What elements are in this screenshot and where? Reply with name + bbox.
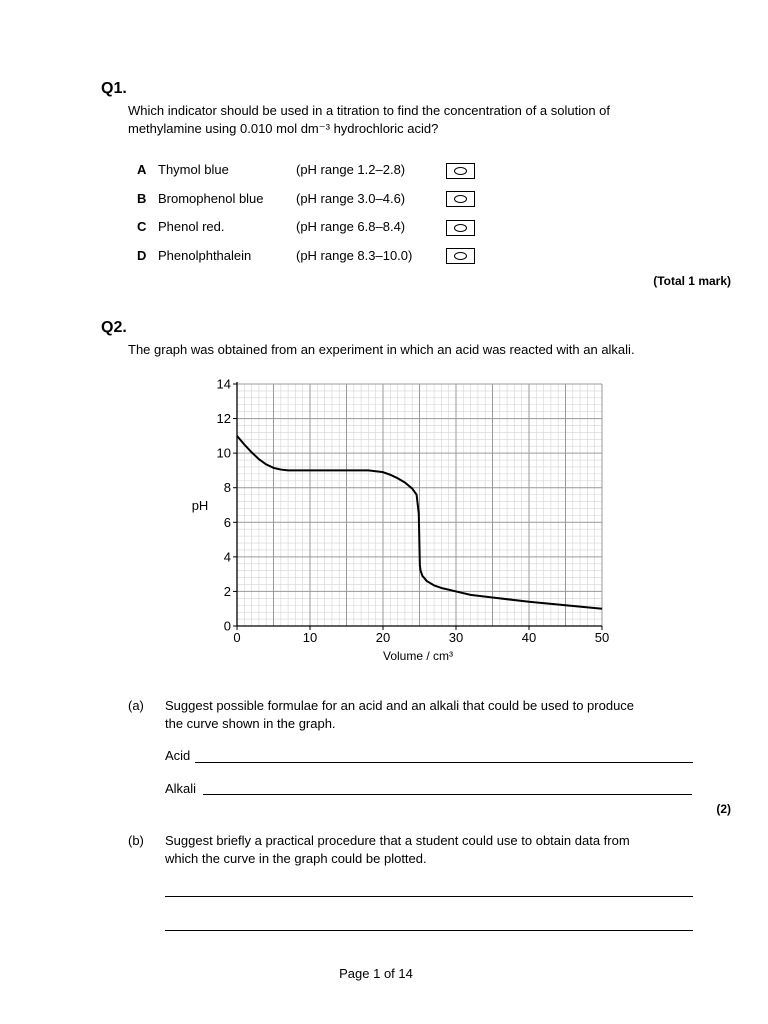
option-c-bubble: [454, 224, 467, 232]
part-a-label: (a): [128, 698, 144, 713]
q1-number: Q1.: [101, 80, 127, 97]
option-b-answer-box[interactable]: [446, 191, 475, 207]
option-d-range: (pH range 8.3–10.0): [296, 248, 413, 263]
acid-answer-line[interactable]: [195, 762, 693, 763]
x-tick-label: 50: [594, 630, 610, 645]
chart-grid-major: [237, 384, 602, 626]
part-b-line1: Suggest briefly a practical procedure that a student could use to obtain data from: [165, 833, 630, 848]
q1-question-line2: methylamine using 0.010 mol dm⁻³ hydrochloric acid?: [128, 121, 439, 136]
option-b-bubble: [454, 195, 467, 203]
y-tick-label: 6: [223, 514, 231, 530]
option-b-range: (pH range 3.0–4.6): [296, 191, 406, 206]
y-tick-label: 2: [223, 583, 231, 599]
y-tick-label: 12: [216, 411, 231, 427]
y-tick-label: 10: [216, 445, 231, 461]
q1-question-line1: Which indicator should be used in a titration to find the concentration of a solution of: [128, 103, 611, 118]
option-c-range: (pH range 6.8–8.4): [296, 219, 406, 234]
option-d-answer-box[interactable]: [446, 248, 475, 264]
option-a-range: (pH range 1.2–2.8): [296, 162, 406, 177]
part-a-line1: Suggest possible formulae for an acid and an alkali that could be used to produce: [165, 698, 635, 713]
q2-number: Q2.: [101, 319, 127, 336]
part-a-line2: the curve shown in the graph.: [165, 716, 336, 731]
y-tick-label: 8: [223, 480, 231, 496]
part-b-label: (b): [128, 833, 144, 848]
option-c-letter: C: [137, 219, 147, 234]
alkali-label: Alkali: [165, 781, 197, 796]
y-tick-label: 4: [223, 549, 231, 565]
q1-total-marks: (Total 1 mark): [653, 274, 731, 288]
option-d-name: Phenolphthalein: [158, 248, 252, 263]
option-a-name: Thymol blue: [158, 162, 229, 177]
x-axis-label: Volume / cm³: [382, 649, 454, 663]
option-c-name: Phenol red.: [158, 219, 225, 234]
option-d-letter: D: [137, 248, 147, 263]
alkali-answer-line[interactable]: [203, 794, 692, 795]
y-tick-label: 14: [216, 376, 231, 392]
x-tick-label: 20: [375, 630, 391, 645]
q2-intro: The graph was obtained from an experiment in which an acid was reacted with an alkali.: [128, 342, 635, 357]
y-tick-label: 0: [223, 618, 231, 634]
option-a-answer-box[interactable]: [446, 163, 475, 179]
part-a-marks: (2): [716, 802, 731, 816]
part-b-answer-line-2[interactable]: [165, 930, 693, 931]
x-tick-label: 30: [448, 630, 464, 645]
x-tick-label: 40: [521, 630, 537, 645]
ph-titration-chart: [180, 372, 620, 667]
part-b-answer-line-1[interactable]: [165, 896, 693, 897]
x-tick-label: 10: [302, 630, 318, 645]
page-footer: Page 1 of 14: [339, 966, 413, 981]
option-b-name: Bromophenol blue: [158, 191, 264, 206]
option-c-answer-box[interactable]: [446, 220, 475, 236]
acid-label: Acid: [165, 748, 191, 763]
x-tick-label: 0: [233, 630, 241, 645]
part-b-line2: which the curve in the graph could be plotted.: [165, 851, 427, 866]
y-axis-label: pH: [191, 498, 209, 513]
option-d-bubble: [454, 252, 467, 260]
option-a-bubble: [454, 167, 467, 175]
option-b-letter: B: [137, 191, 147, 206]
option-a-letter: A: [137, 162, 147, 177]
